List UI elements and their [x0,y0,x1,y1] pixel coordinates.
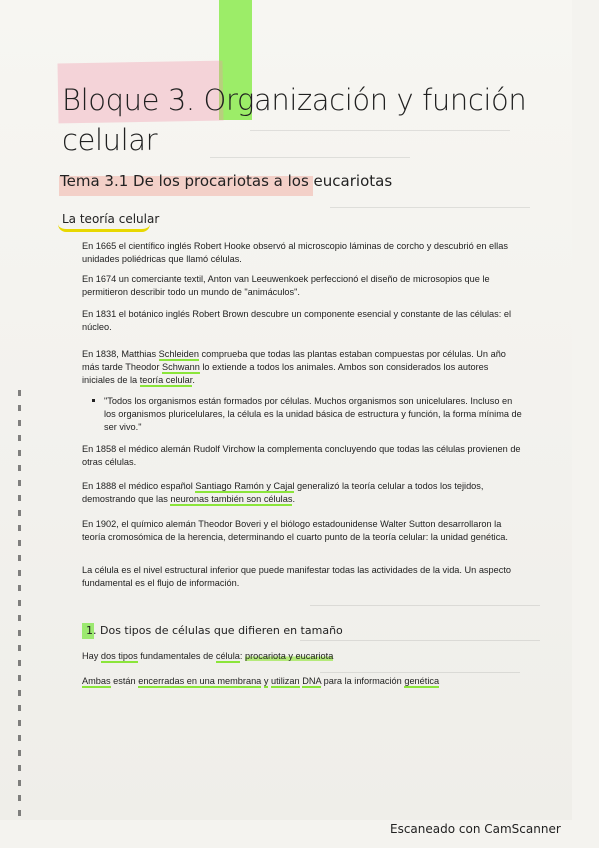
paragraph-cajal: En 1888 el médico español Santiago Ramón y Cajal generalizó la teoría celular a todos los tejidos, demostrando que las neuronas también son células. [82,481,484,504]
highlight-teoria-celular: teoría celular [139,375,193,385]
paragraph-brown: En 1831 el botánico inglés Robert Brown descubre un componente esencial y constante de las células: el núcleo. [82,309,512,332]
paragraph-schleiden-schwann: En 1838, Matthias Schleiden comprueba que todas las plantas estaban compuestas por células. Un año más tarde Theodor Schwann lo extiende a todos los animales. Ambos son considerados los autores iniciales de la teoría celular. [82,349,506,385]
bleed-through-line [320,672,520,673]
tema-label: Tema 3.1 [60,172,129,190]
highlight-cajal: Santiago Ramón y Cajal [195,481,295,491]
paragraph-virchow: En 1858 el médico alemán Rudolf Virchow la complementa concluyendo que todas las células provienen de otras células. [82,444,521,467]
highlight-dna: DNA [302,676,322,686]
bleed-through-line [300,640,540,641]
highlight-celula: célula [215,651,240,661]
highlight-genetica: genética [404,676,440,686]
tema-text: De los procariotas a los eucariotas [128,172,393,190]
highlight-schleiden: Schleiden [158,349,199,359]
highlight-dos-tipos: dos tipos [100,651,138,661]
bullet-marker [92,399,95,402]
paragraph-leeuwenhoek: En 1674 un comerciante textil, Anton van Leeuwenkoek perfeccionó el diseño de microsopios que le permitieron describir todo un mundo de "animáculos". [82,274,490,297]
line-tipos: Hay dos tipos fundamentales de célula: procariota y eucariota [82,651,334,661]
bleed-through-line [330,207,530,208]
section-title: Dos tipos de células que difieren en tamaño [96,624,343,637]
section-heading [82,623,343,639]
highlight-ambas: Ambas [82,676,111,686]
teoria-heading: La teoría celular [62,212,160,226]
binding-holes [18,390,21,820]
bleed-through-line [310,605,540,606]
teoria-underline [58,224,150,232]
section-number: 1. [86,624,97,637]
highlight-encerradas: encerradas en una membrana [138,676,262,686]
highlight-schwann: Schwann [162,362,200,372]
line-ambas: Ambas están encerradas en una membrana y utilizan DNA para la información genética [82,676,440,686]
quote-bullet: "Todos los organismos están formados por células. Muchos organismos son unicelulares. Incluso en los organismos pluricelulares, la célula es la unidad básica de estructura y función, la forma mínima de ser vivo." [104,396,522,432]
highlight-y: y [263,676,269,686]
highlight-neuronas: neuronas también son células [170,494,293,504]
highlight-utilizan: utilizan [271,676,300,686]
camscanner-watermark: Escaneado con CamScanner [390,822,561,836]
highlight-procariota-eucariota: procariota y eucariota [244,651,334,661]
tema-heading [60,172,392,190]
paragraph-hooke: En 1665 el científico inglés Robert Hooke observó al microscopio láminas de corcho y descubrió en ellas unidades poliédricas que llamó células. [82,241,508,264]
paragraph-nivel-estructural: La célula es el nivel estructural inferior que puede manifestar todas las actividades de la vida. Un aspecto fundamental es el flujo de información. [82,565,511,588]
page-title: Bloque 3. Organización y función celular [62,83,527,157]
paragraph-boveri-sutton: En 1902, el químico alemán Theodor Boveri y el biólogo estadounidense Walter Sutton desarrollaron la teoría cromosómica de la herencia, determinando el cuarto punto de la teoría celular: la unidad genética. [82,519,508,542]
